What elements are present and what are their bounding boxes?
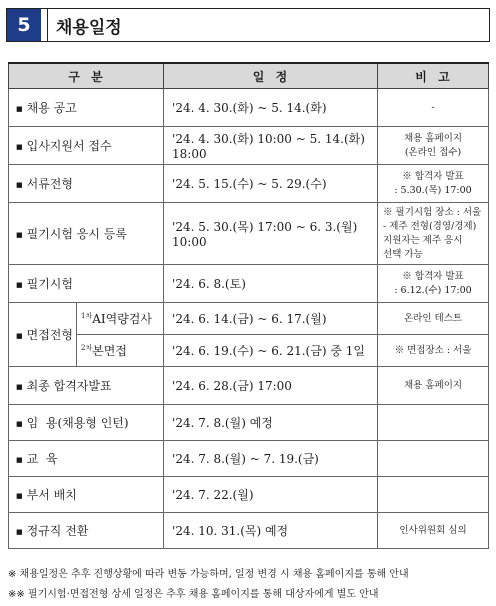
- category-cell: [9, 265, 164, 303]
- category-cell: [9, 405, 164, 441]
- schedule-cell-text: '24. 5. 30.(목) 17:00 ~ 6. 3.(월) 10:00: [172, 220, 358, 249]
- table-row: [9, 265, 489, 303]
- schedule-cell: [164, 367, 378, 405]
- category-text: 채용 공고: [26, 101, 77, 115]
- schedule-cell: [164, 477, 378, 513]
- note-cell-text: 온라인 테스트: [403, 312, 463, 324]
- bullet-icon: ■: [16, 455, 23, 464]
- schedule-cell-text: '24. 5. 15.(수) ~ 5. 29.(수): [172, 177, 327, 191]
- note-cell: [378, 265, 489, 303]
- subcategory-text: 본면접: [92, 344, 127, 358]
- schedule-cell-text: '24. 10. 31.(목) 예정: [172, 524, 289, 538]
- section-title: 채용일정: [56, 17, 122, 38]
- table-row: [9, 367, 489, 405]
- note-cell: [378, 303, 489, 335]
- note-cell-text: 인사위원회 심의: [399, 524, 467, 536]
- table-row: [9, 405, 489, 441]
- note-cell: [378, 335, 489, 367]
- subcategory-index: 2차: [81, 344, 93, 352]
- bullet-icon: ■: [16, 419, 23, 428]
- category-cell: [9, 203, 164, 265]
- schedule-cell: [164, 265, 378, 303]
- bullet-icon: ■: [16, 230, 23, 239]
- table-header-row: [9, 63, 489, 89]
- schedule-cell: [164, 513, 378, 549]
- footnotes: [8, 565, 409, 605]
- category-text: 최종 합격자발표: [26, 379, 112, 393]
- header-divider: [41, 9, 48, 41]
- schedule-cell-text: '24. 6. 19.(수) ~ 6. 21.(금) 중 1일: [172, 344, 365, 358]
- category-cell: [9, 441, 164, 477]
- category-text: 부서 배치: [26, 488, 77, 502]
- category-text: 면접전형: [26, 328, 73, 342]
- note-cell-text: ※ 합격자 발표 : 5.30.(목) 17:00: [394, 170, 472, 196]
- schedule-cell-text: '24. 6. 28.(금) 17:00: [172, 379, 292, 393]
- schedule-cell: [164, 303, 378, 335]
- schedule-table: [8, 62, 489, 549]
- schedule-cell: [164, 127, 378, 165]
- bullet-icon: ■: [16, 280, 23, 289]
- schedule-cell: [164, 203, 378, 265]
- note-cell-text: ※ 합격자 발표 : 6.12.(수) 17:00: [394, 270, 472, 296]
- table-row: [9, 513, 489, 549]
- category-cell: [9, 367, 164, 405]
- category-text: 필기시험: [26, 277, 73, 291]
- schedule-cell-text: '24. 7. 8.(월) 예정: [172, 416, 273, 430]
- category-text: 임 용(채용형 인턴): [26, 416, 129, 430]
- note-cell: [378, 89, 489, 127]
- table-row: [9, 303, 489, 335]
- bullet-icon: ■: [16, 331, 23, 340]
- note-cell: [378, 477, 489, 513]
- section-number: 5: [7, 9, 41, 41]
- footnote: ※※ 필기시험·면접전형 상세 일정은 추후 채용 홈페이지를 통해 대상자에게 별도 안내: [8, 589, 379, 600]
- schedule-cell: [164, 405, 378, 441]
- schedule-cell: [164, 335, 378, 367]
- category-text: 입사지원서 접수: [26, 139, 112, 153]
- table-row: [9, 441, 489, 477]
- subcategory-cell: [77, 335, 164, 367]
- schedule-cell-text: '24. 6. 14.(금) ~ 6. 17.(월): [172, 312, 327, 326]
- note-cell-text: 채용 홈페이지 (온라인 접수): [403, 132, 463, 158]
- schedule-cell: [164, 89, 378, 127]
- header-schedule: 일 정: [164, 63, 378, 89]
- table-row: [9, 89, 489, 127]
- note-cell: [378, 165, 489, 203]
- schedule-cell-text: '24. 4. 30.(화) ~ 5. 14.(화): [172, 101, 327, 115]
- table-row: [9, 477, 489, 513]
- bullet-icon: ■: [16, 142, 23, 151]
- note-cell: [378, 513, 489, 549]
- subcategory-cell: [77, 303, 164, 335]
- schedule-cell: [164, 441, 378, 477]
- bullet-icon: ■: [16, 527, 23, 536]
- footnote: ※ 채용일정은 추후 진행상황에 따라 변동 가능하며, 일정 변경 시 채용 홈페이지를 통해 안내: [8, 569, 409, 580]
- section-header: [6, 8, 490, 42]
- note-cell-text: ※ 면접장소 : 서울: [394, 344, 472, 356]
- bullet-icon: ■: [16, 382, 23, 391]
- category-cell: [9, 513, 164, 549]
- category-cell: [9, 127, 164, 165]
- note-cell: [378, 127, 489, 165]
- subcategory-index: 1차: [81, 312, 93, 320]
- category-text: 필기시험 응시 등록: [26, 227, 127, 241]
- table-row: [9, 335, 489, 367]
- bullet-icon: ■: [16, 491, 23, 500]
- subcategory-text: AI역량검사: [92, 312, 152, 326]
- category-cell: [9, 303, 77, 367]
- note-cell-text: ※ 필기시험 장소 : 서울 - 제주 전형(경영/경제) 지원자는 제주 응시 선택 가능: [383, 206, 482, 260]
- bullet-icon: ■: [16, 104, 23, 113]
- schedule-cell-text: '24. 6. 8.(토): [172, 277, 246, 291]
- note-cell: [378, 203, 489, 265]
- schedule-cell-text: '24. 7. 22.(월): [172, 488, 254, 502]
- category-text: 교 육: [26, 452, 58, 466]
- category-cell: [9, 477, 164, 513]
- bullet-icon: ■: [16, 180, 23, 189]
- note-cell: [378, 405, 489, 441]
- schedule-cell: [164, 165, 378, 203]
- note-cell: [378, 367, 489, 405]
- note-cell-text: -: [431, 101, 435, 113]
- schedule-cell-text: '24. 7. 8.(월) ~ 7. 19.(금): [172, 452, 319, 466]
- table-row: [9, 165, 489, 203]
- table-row: [9, 127, 489, 165]
- category-text: 정규직 전환: [26, 524, 89, 538]
- note-cell: [378, 441, 489, 477]
- category-text: 서류전형: [26, 177, 73, 191]
- schedule-cell-text: '24. 4. 30.(화) 10:00 ~ 5. 14.(화) 18:00: [172, 132, 365, 161]
- category-cell: [9, 89, 164, 127]
- table-row: [9, 203, 489, 265]
- note-cell-text: 채용 홈페이지: [403, 379, 463, 391]
- header-category: 구 분: [9, 63, 164, 89]
- category-cell: [9, 165, 164, 203]
- header-note: 비 고: [378, 63, 489, 89]
